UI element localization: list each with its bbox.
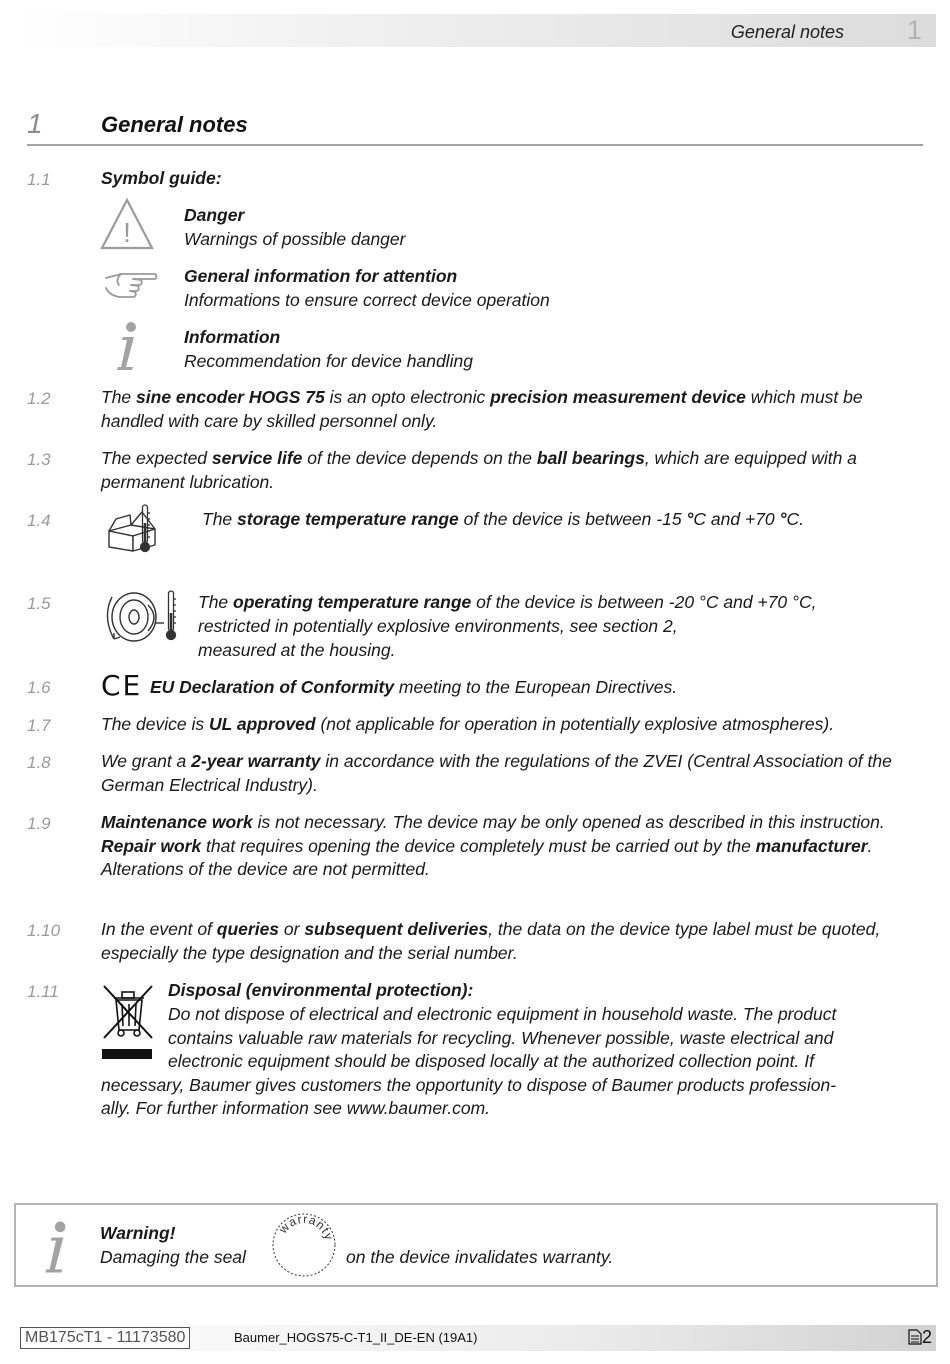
warning-title: Warning! <box>100 1223 176 1243</box>
section-1-8-text: We grant a 2-year warranty in accordance with the regulations of the ZVEI (Central Association of the German Electrical Industry). <box>101 751 892 795</box>
danger-title: Danger <box>184 205 245 225</box>
page-number <box>908 1327 932 1348</box>
chapter-title: General notes <box>101 112 248 137</box>
info-icon <box>112 320 144 372</box>
section-number: 1.8 <box>27 753 51 772</box>
info-icon <box>40 1219 74 1275</box>
disposal-title: Disposal (environmental protection): <box>168 980 474 1000</box>
section-number: 1.4 <box>27 511 51 530</box>
section-1-5-line2: restricted in potentially explosive environments, see section 2, <box>198 616 678 636</box>
section-number: 1.3 <box>27 450 51 469</box>
section-1-5-line3: measured at the housing. <box>198 640 396 660</box>
warranty-seal-icon <box>270 1211 338 1279</box>
header-chapter-number: 1 <box>906 15 922 45</box>
section-1-9-text: Maintenance work is not necessary. The device may be only opened as described in this instruction. Repair work that requires opening the device completely must be carried out by the manufacturer. Alterations of the device are not permitted. <box>101 812 885 880</box>
section-number: 1.5 <box>27 594 51 613</box>
warning-box <box>14 1203 938 1287</box>
warning-text-start: Damaging the seal <box>100 1247 246 1267</box>
section-1-7-text: The device is UL approved (not applicable for operation in potentially explosive atmospheres). <box>101 714 835 734</box>
ce-mark: CE <box>101 669 143 702</box>
warranty-seal-text: warranty <box>276 1211 337 1243</box>
document-filename: Baumer_HOGS75-C-T1_II_DE-EN (19A1) <box>234 1330 478 1345</box>
symbol-guide-title: Symbol guide: <box>101 168 222 188</box>
header-title: General notes <box>730 22 844 42</box>
disposal-line5: ally. For further information see www.baumer.com. <box>101 1098 491 1118</box>
section-number: 1.2 <box>27 389 51 408</box>
crossed-out-bin-icon <box>100 982 156 1062</box>
disposal-line1: Do not dispose of electrical and electronic equipment in household waste. The product <box>168 1004 837 1024</box>
danger-description: Warnings of possible danger <box>184 229 406 249</box>
rotating-encoder-icon <box>102 587 182 645</box>
section-number: 1.11 <box>27 982 59 1001</box>
section-1-10-text: In the event of queries or subsequent deliveries, the data on the device type label must be quoted, especially the type designation and the serial number. <box>101 919 881 963</box>
svg-text:!: ! <box>123 217 131 248</box>
section-number: 1.7 <box>27 716 51 735</box>
page-number-value: 2 <box>921 1327 932 1347</box>
storage-box-icon <box>106 503 158 553</box>
page-icon <box>908 1329 922 1345</box>
attention-title: General information for attention <box>184 266 458 286</box>
svg-text:warranty <box>275 1212 336 1242</box>
section-number: 1.10 <box>27 921 61 940</box>
disposal-line2: contains valuable raw materials for recycling. Whenever possible, waste electrical and <box>168 1028 834 1048</box>
information-description: Recommendation for device handling <box>184 351 473 371</box>
page-footer <box>14 1325 936 1351</box>
pointing-hand-icon <box>103 268 159 300</box>
chapter-divider <box>27 144 923 146</box>
section-1-2-text: The sine encoder HOGS 75 is an opto electronic precision measurement device which must be handled with care by skilled personnel only. <box>101 387 863 431</box>
section-1-5-line1: The operating temperature range of the device is between -20 °C and +70 °C, <box>198 592 817 612</box>
document-code: MB175cT1 - 11173580 <box>20 1327 190 1349</box>
page-header <box>14 14 936 47</box>
section-number: 1.9 <box>27 814 51 833</box>
section-number: 1.6 <box>27 678 51 697</box>
section-1-3-text: The expected service life of the device depends on the ball bearings, which are equipped with a permanent lubrication. <box>101 448 857 492</box>
disposal-line3: electronic equipment should be disposed locally at the authorized collection point. If <box>168 1051 814 1071</box>
disposal-line4: necessary, Baumer gives customers the opportunity to dispose of Baumer products profession- <box>101 1075 837 1095</box>
attention-description: Informations to ensure correct device operation <box>184 290 550 310</box>
chapter-number: 1 <box>27 108 43 139</box>
section-number: 1.1 <box>27 170 51 189</box>
warning-triangle-icon <box>99 197 155 251</box>
information-title: Information <box>184 327 281 347</box>
section-1-4-text: The storage temperature range of the device is between -15 °C and +70 °C. <box>202 509 805 529</box>
warning-text-end: on the device invalidates warranty. <box>346 1247 614 1267</box>
section-1-6-text: EU Declaration of Conformity meeting to the European Directives. <box>150 677 678 697</box>
